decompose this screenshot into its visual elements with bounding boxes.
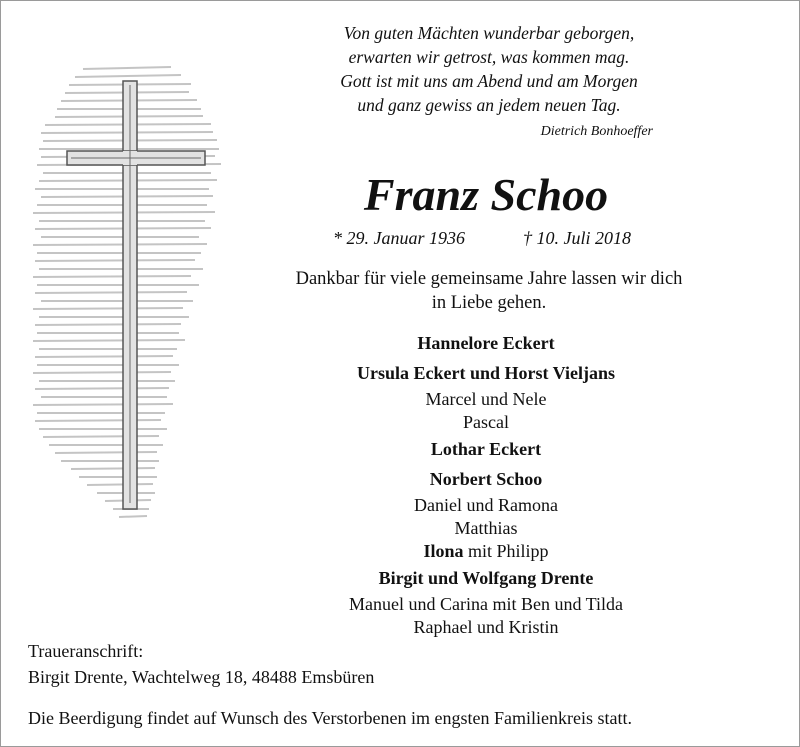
mourner-name: Norbert Schoo (429, 469, 543, 489)
mourning-address (28, 638, 374, 690)
mourner-name: Matthias (454, 518, 518, 538)
cross-icon (31, 63, 227, 533)
message-line: Dankbar für viele gemeinsame Jahre lassen wir dich (295, 269, 683, 289)
mourner-name: Marcel und Nele (425, 389, 547, 409)
farewell-message (259, 267, 719, 315)
poem-line: und ganz gewiss an jedem neuen Tag. (357, 95, 621, 115)
mourner-name: Lothar Eckert (430, 439, 542, 459)
mourner-name: Hannelore Eckert (417, 333, 555, 353)
mourner-name-suffix: mit Philipp (463, 541, 549, 561)
mourner-name-bold: Ilona (423, 541, 464, 561)
deceased-name: Franz Schoo (363, 169, 609, 220)
death-date: † 10. Juli 2018 (523, 228, 631, 248)
mourner-name: Manuel und Carina mit Ben und Tilda (349, 594, 623, 614)
address-label: Traueranschrift: (28, 641, 144, 661)
mourner-name: Birgit und Wolfgang Drente (378, 568, 594, 588)
poem-line: erwarten wir getrost, was kommen mag. (348, 47, 630, 67)
mourners-list (281, 328, 691, 639)
funeral-note: Die Beerdigung findet auf Wunsch des Verstorbenen im engsten Familienkreis statt. (28, 708, 632, 728)
mourner-name (281, 540, 691, 563)
poem-author: Dietrich Bonhoeffer (540, 124, 653, 139)
birth-date: * 29. Januar 1936 (333, 228, 465, 248)
bonhoeffer-poem (269, 21, 709, 117)
mourner-name: Ursula Eckert und Horst Vieljans (356, 363, 615, 383)
mourner-name: Raphael und Kristin (413, 617, 559, 637)
address-value: Birgit Drente, Wachtelweg 18, 48488 Emsbüren (28, 667, 375, 687)
poem-line: Gott ist mit uns am Abend und am Morgen (340, 71, 638, 91)
message-line: in Liebe gehen. (431, 293, 547, 313)
mourner-name: Pascal (463, 412, 509, 432)
poem-line: Von guten Mächten wunderbar geborgen, (343, 23, 635, 43)
mourner-name: Daniel und Ramona (414, 495, 558, 515)
